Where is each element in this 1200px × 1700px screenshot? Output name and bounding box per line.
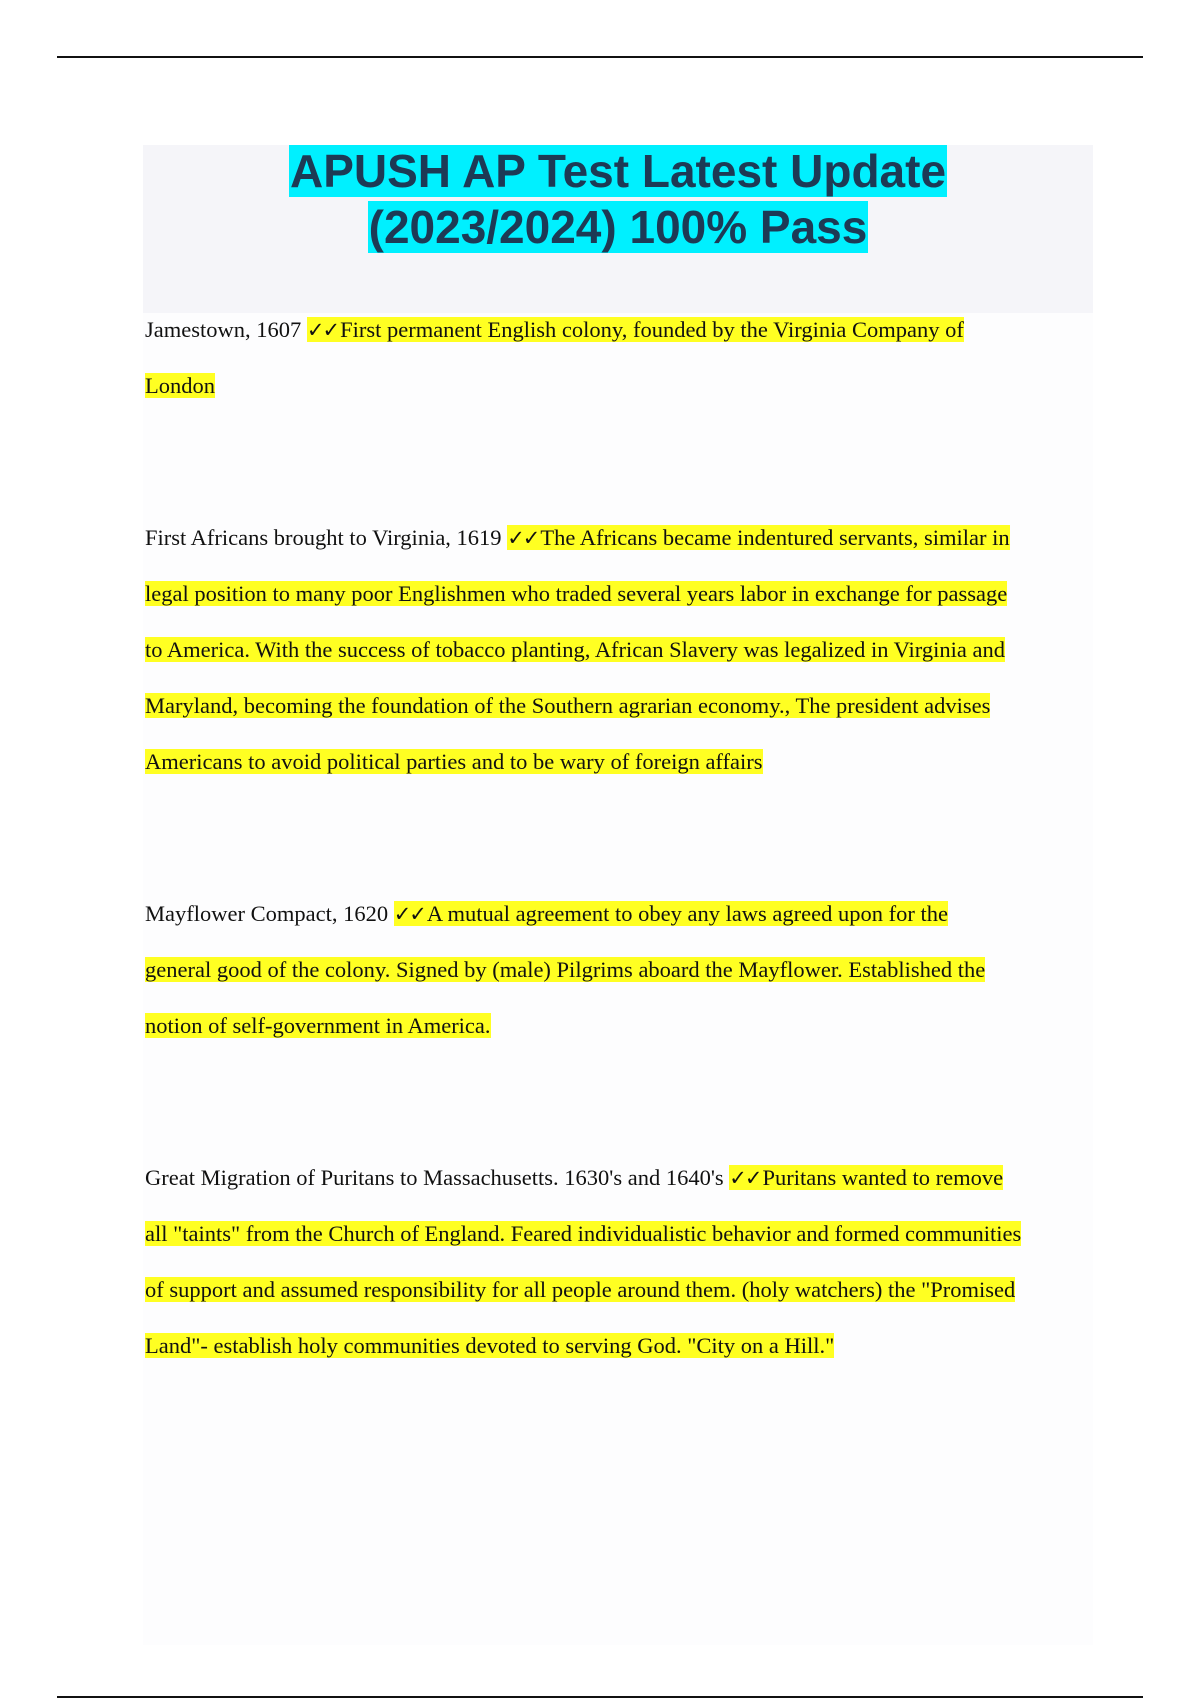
definition-highlight [394, 901, 948, 926]
definition-highlight [507, 525, 1009, 550]
definition-text: Puritans wanted to remove [762, 1165, 1004, 1190]
footer-rule [57, 1696, 1143, 1698]
entry-jamestown [145, 302, 1095, 414]
definition-text: of support and assumed responsibility for all people around them. (holy watchers) the "Promised [145, 1277, 1016, 1302]
header-rule [57, 56, 1143, 58]
definition-text: First permanent English colony, founded by the Virginia Company of [340, 317, 964, 342]
double-check-icon: ✓✓ [393, 902, 425, 926]
entry-first-africans [145, 510, 1095, 790]
entry-line [145, 510, 1095, 566]
definition-highlight [729, 1165, 1003, 1190]
entry-line [145, 886, 1095, 942]
entry-line [145, 358, 1095, 414]
title-line-1: APUSH AP Test Latest Update [289, 145, 947, 197]
definition-text: Land"- establish holy communities devoted to serving God. "City on a Hill." [145, 1333, 835, 1358]
entry-line [145, 678, 1095, 734]
entry-term: Jamestown, 1607 [145, 317, 307, 342]
definition-text: A mutual agreement to obey any laws agreed upon for the [426, 901, 948, 926]
entry-line [145, 998, 1095, 1054]
entry-line [145, 1318, 1095, 1374]
entry-line [145, 1262, 1095, 1318]
definition-text: to America. With the success of tobacco planting, African Slavery was legalized in Virginia and [145, 637, 1005, 662]
entry-term: Mayflower Compact, 1620 [145, 901, 394, 926]
definition-text: Americans to avoid political parties and to be wary of foreign affairs [145, 749, 763, 774]
title-line-2: (2023/2024) 100% Pass [368, 201, 868, 253]
entry-line [145, 566, 1095, 622]
definition-text: Maryland, becoming the foundation of the Southern agrarian economy., The president advises [145, 693, 991, 718]
entry-line [145, 302, 1095, 358]
document-title [143, 143, 1093, 255]
double-check-icon: ✓✓ [729, 1166, 761, 1190]
entry-line [145, 734, 1095, 790]
definition-text: The Africans became indentured servants, similar in [540, 525, 1010, 550]
entry-line [145, 942, 1095, 998]
double-check-icon: ✓✓ [306, 318, 339, 342]
entry-term: Great Migration of Puritans to Massachusetts. 1630's and 1640's [145, 1165, 730, 1190]
definition-text: London [145, 373, 215, 398]
double-check-icon: ✓✓ [507, 526, 539, 550]
entry-line [145, 1206, 1095, 1262]
definition-highlight [307, 317, 964, 342]
definition-text: legal position to many poor Englishmen who traded several years labor in exchange for passage [145, 581, 1008, 606]
definition-text: all "taints" from the Church of England. Feared individualistic behavior and formed communities [145, 1221, 1022, 1246]
definition-text: notion of self-government in America. [145, 1013, 491, 1038]
entry-mayflower-compact [145, 886, 1095, 1054]
definition-text: general good of the colony. Signed by (male) Pilgrims aboard the Mayflower. Established the [145, 957, 986, 982]
entry-term: First Africans brought to Virginia, 1619 [145, 525, 508, 550]
entry-line [145, 622, 1095, 678]
entry-great-migration [145, 1150, 1095, 1374]
entry-line [145, 1150, 1095, 1206]
